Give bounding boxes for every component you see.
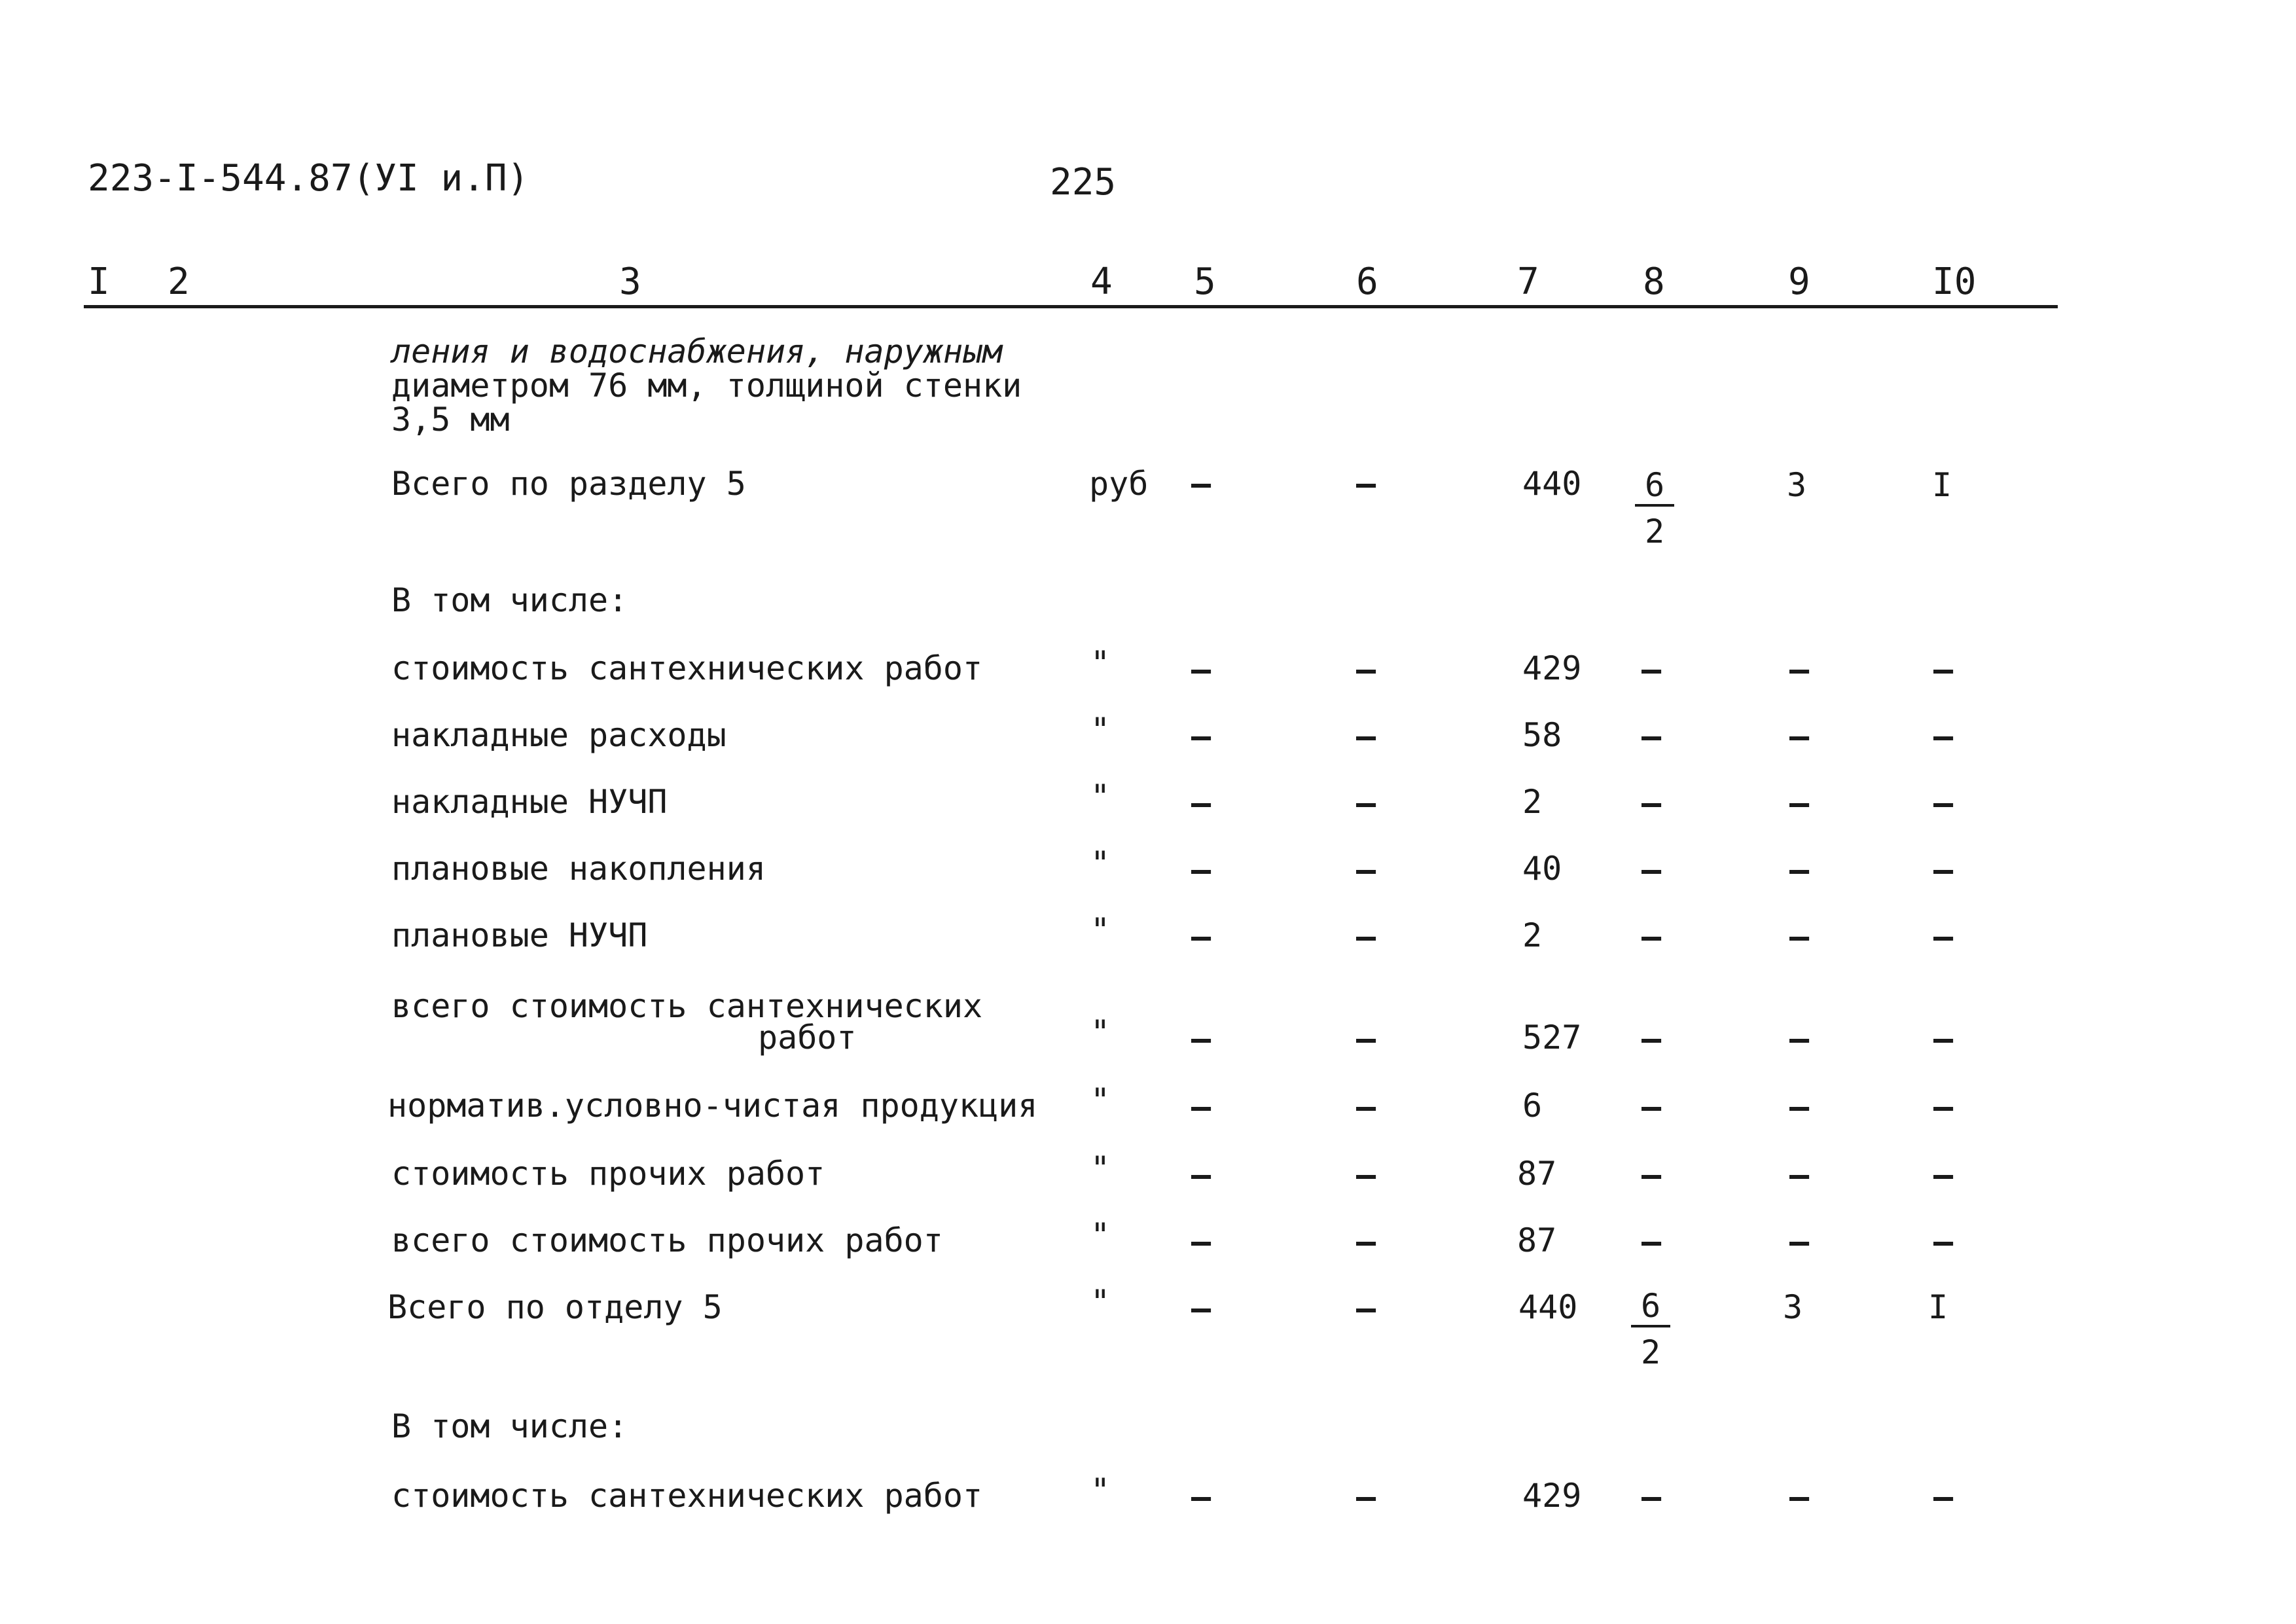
cell-col5: – <box>1191 1478 1211 1516</box>
cell-col10: – <box>1933 1478 1954 1516</box>
cell-col9: – <box>1789 717 1810 755</box>
cell-col6: – <box>1356 1088 1376 1126</box>
row-label: стоимость прочих работ <box>391 1155 825 1193</box>
cell-col6: – <box>1356 1156 1376 1194</box>
cell-col9: 3 <box>1783 1288 1803 1326</box>
cell-col5: – <box>1191 784 1211 822</box>
cell-col5: – <box>1191 1088 1211 1126</box>
continuation-line: ления и водоснабжения, наружным <box>391 333 1003 370</box>
cell-col6: – <box>1356 717 1376 755</box>
continuation-line: 3,5 мм <box>391 401 510 439</box>
cell-col9: – <box>1789 1088 1810 1126</box>
unit-cell: " <box>1090 1149 1111 1187</box>
cell-col7: 58 <box>1522 716 1562 754</box>
unit-cell: " <box>1090 1216 1111 1254</box>
cell-col10: I <box>1928 1288 1948 1326</box>
cell-col10: – <box>1933 784 1954 822</box>
unit-cell: " <box>1090 778 1111 816</box>
cell-col10: I <box>1932 466 1952 504</box>
row-label: накладные расходы <box>391 716 726 754</box>
unit-cell: " <box>1090 711 1111 749</box>
column-number: 4 <box>1090 261 1113 303</box>
cell-col7: 2 <box>1522 916 1543 954</box>
cell-col5: – <box>1191 1290 1211 1327</box>
cell-col10: – <box>1933 918 1954 956</box>
fraction-denominator: 2 <box>1640 1333 1661 1371</box>
cell-col9: – <box>1789 784 1810 822</box>
cell-col8: – <box>1641 1020 1662 1058</box>
column-number: 9 <box>1788 261 1810 303</box>
cell-col7: 40 <box>1522 850 1562 888</box>
cell-col7: 440 <box>1518 1288 1578 1326</box>
column-number: 6 <box>1356 261 1378 303</box>
cell-col5: – <box>1191 717 1211 755</box>
cell-col10: – <box>1933 1088 1954 1126</box>
cell-col7: 6 <box>1522 1087 1543 1125</box>
cell-col10: – <box>1933 1156 1954 1194</box>
cell-col5: – <box>1191 851 1211 889</box>
column-number: I <box>88 261 110 303</box>
cell-col9: 3 <box>1787 466 1807 504</box>
row-label: стоимость сантехнических работ <box>391 649 983 687</box>
document-code: 223-I-544.87(УI и.П) <box>88 157 529 200</box>
unit-cell: " <box>1090 911 1111 949</box>
cell-col5: – <box>1191 918 1211 956</box>
row-label: плановые НУЧП <box>391 916 648 954</box>
unit-cell: руб <box>1089 465 1149 503</box>
cell-col9: – <box>1789 851 1810 889</box>
cell-col7: 2 <box>1522 783 1543 821</box>
header-rule <box>84 305 2058 308</box>
cell-col9: – <box>1789 1223 1810 1261</box>
cell-col6: – <box>1356 1478 1376 1516</box>
cell-col8: – <box>1641 918 1662 956</box>
cell-col8: – <box>1641 1478 1662 1516</box>
cell-col9: – <box>1789 918 1810 956</box>
fraction-cell <box>1631 1287 1670 1377</box>
cell-col7: 429 <box>1522 1477 1582 1515</box>
page-number: 225 <box>1050 161 1117 204</box>
unit-cell: " <box>1090 1013 1111 1051</box>
subheading: В том числе: <box>391 581 628 619</box>
column-number: 8 <box>1643 261 1665 303</box>
cell-col8: – <box>1641 784 1662 822</box>
cell-col9: – <box>1789 651 1810 689</box>
cell-col6: – <box>1356 1020 1376 1058</box>
unit-cell: " <box>1090 1081 1111 1119</box>
row-label-continuation: работ <box>758 1019 857 1056</box>
cell-col9: – <box>1789 1020 1810 1058</box>
column-number: 7 <box>1517 261 1539 303</box>
cell-col10: – <box>1933 851 1954 889</box>
column-number: 3 <box>619 261 641 303</box>
cell-col6: – <box>1356 1223 1376 1261</box>
cell-col7: 527 <box>1522 1019 1582 1056</box>
cell-col6: – <box>1356 465 1376 503</box>
cell-col8: – <box>1641 717 1662 755</box>
unit-cell: " <box>1090 1283 1111 1321</box>
row-label: стоимость сантехнических работ <box>391 1477 983 1515</box>
cell-col8: – <box>1641 651 1662 689</box>
cell-col5: – <box>1191 1223 1211 1261</box>
cell-col5: – <box>1191 1020 1211 1058</box>
fraction-denominator: 2 <box>1644 513 1665 550</box>
cell-col8: – <box>1641 1223 1662 1261</box>
fraction-numerator: 6 <box>1631 1287 1670 1327</box>
cell-col10: – <box>1933 1223 1954 1261</box>
unit-cell: " <box>1090 644 1111 682</box>
row-label: норматив.условно-чистая продукция <box>387 1087 1038 1125</box>
cell-col7: 429 <box>1522 649 1582 687</box>
column-number: I0 <box>1932 261 1977 303</box>
cell-col7: 87 <box>1517 1221 1557 1259</box>
row-label: всего стоимость сантехнических <box>391 987 983 1025</box>
cell-col6: – <box>1356 918 1376 956</box>
row-label: Всего по разделу 5 <box>391 465 746 503</box>
fraction-cell <box>1635 466 1674 556</box>
row-label: Всего по отделу 5 <box>387 1288 723 1326</box>
cell-col10: – <box>1933 1020 1954 1058</box>
cell-col8: – <box>1641 1156 1662 1194</box>
cell-col6: – <box>1356 784 1376 822</box>
cell-col7: 87 <box>1517 1155 1557 1193</box>
subheading: В том числе: <box>391 1407 628 1445</box>
row-label: накладные НУЧП <box>391 783 668 821</box>
cell-col5: – <box>1191 465 1211 503</box>
cell-col10: – <box>1933 651 1954 689</box>
row-label: всего стоимость прочих работ <box>391 1221 943 1259</box>
cell-col5: – <box>1191 1156 1211 1194</box>
column-number: 5 <box>1194 261 1216 303</box>
unit-cell: " <box>1090 1471 1111 1509</box>
cell-col6: – <box>1356 1290 1376 1327</box>
row-label: плановые накопления <box>391 850 766 888</box>
unit-cell: " <box>1090 844 1111 882</box>
cell-col8: – <box>1641 851 1662 889</box>
cell-col6: – <box>1356 651 1376 689</box>
cell-col9: – <box>1789 1156 1810 1194</box>
column-number: 2 <box>168 261 190 303</box>
cell-col10: – <box>1933 717 1954 755</box>
cell-col7: 440 <box>1522 465 1582 503</box>
cell-col8: – <box>1641 1088 1662 1126</box>
cell-col5: – <box>1191 651 1211 689</box>
continuation-line: диаметром 76 мм, толщиной стенки <box>391 367 1022 405</box>
cell-col6: – <box>1356 851 1376 889</box>
cell-col9: – <box>1789 1478 1810 1516</box>
fraction-numerator: 6 <box>1635 466 1674 507</box>
